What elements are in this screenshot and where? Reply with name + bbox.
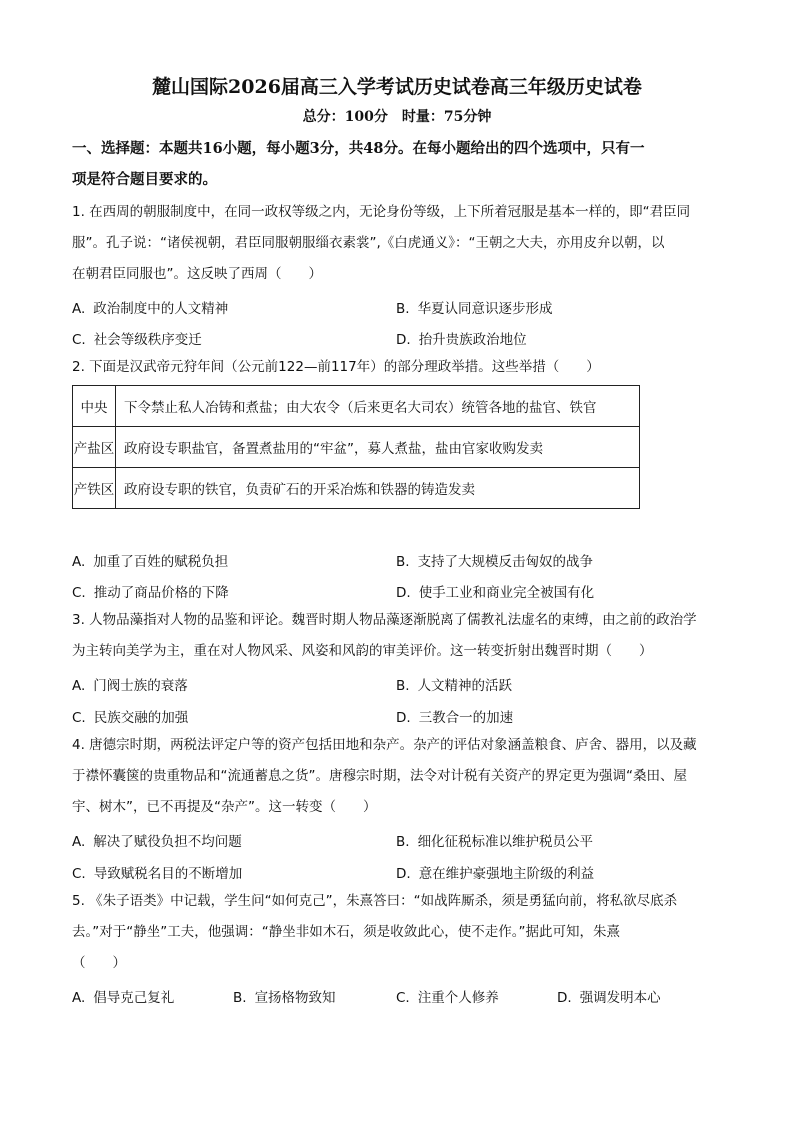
exam-title: 麓山国际2026届高三入学考试历史试卷高三年级历史试卷	[152, 76, 642, 98]
q2-option-b[interactable]	[396, 550, 593, 570]
table-cell-key: 产铁区	[73, 468, 116, 509]
option-text: 门阀士族的衰落	[93, 678, 188, 694]
option-label: D.	[396, 710, 411, 726]
q5-option-b[interactable]	[233, 986, 336, 1006]
option-label: B.	[233, 990, 247, 1006]
q5-option-d[interactable]	[557, 986, 661, 1006]
option-text: 解决了赋役负担不均问题	[93, 834, 242, 850]
table-cell-value: 下令禁止私人冶铸和煮盐；由大农令（后来更名大司农）统管各地的盐官、铁官	[116, 386, 640, 427]
option-text: 政治制度中的人文精神	[93, 301, 229, 317]
q1-option-c[interactable]	[72, 328, 202, 348]
option-label: D.	[396, 866, 411, 882]
table-cell-key: 产盐区	[73, 427, 116, 468]
option-label: A.	[72, 678, 86, 694]
q4-stem-line2: 于襟怀囊箧的贵重物品和“流通蓄息之货”。唐穆宗时期，法令对计税有关资产的界定更为强调“桑田、屋	[72, 768, 687, 784]
option-text: 社会等级秩序变迁	[93, 332, 202, 348]
table-cell-value: 政府设专职盐官，备置煮盐用的“牢盆”，募人煮盐，盐由官家收购发卖	[116, 427, 640, 468]
q3-stem-line2: 为主转向美学为主，重在对人物风采、风姿和风韵的审美评价。这一转变折射出魏晋时期（ ）	[72, 643, 653, 659]
option-text: 支持了大规模反击匈奴的战争	[417, 554, 594, 570]
table-cell-value: 政府设专职的铁官，负责矿石的开采冶炼和铁器的铸造发卖	[116, 468, 640, 509]
q5-option-a[interactable]	[72, 986, 174, 1006]
option-label: D.	[557, 990, 572, 1006]
section-heading-line1: 一、选择题：本题共16小题，每小题3分，共48分。在每小题给出的四个选项中，只有一	[72, 140, 645, 157]
option-text: 细化征税标准以维护税员公平	[417, 834, 594, 850]
option-text: 使手工业和商业完全被国有化	[418, 585, 595, 601]
option-text: 加重了百姓的赋税负担	[93, 554, 229, 570]
q3-stem-line1: 3. 人物品藻指对人物的品鉴和评论。魏晋时期人物品藻逐渐脱离了儒教礼法虚名的束缚，由之前的政治学	[72, 612, 697, 628]
q3-option-b[interactable]	[396, 674, 512, 694]
table-cell-key: 中央	[73, 386, 116, 427]
q4-option-b[interactable]	[396, 830, 593, 850]
q5-stem-line3: （ ）	[72, 955, 126, 971]
q1-stem-line3: 在朝君臣同服也”。这反映了西周（ ）	[72, 266, 322, 282]
q2-option-c[interactable]	[72, 581, 229, 601]
section-heading-line2: 项是符合题目要求的。	[72, 171, 217, 188]
option-label: C.	[72, 866, 86, 882]
q4-stem-line1: 4. 唐德宗时期，两税法评定户等的资产包括田地和杂产。杂产的评估对象涵盖粮食、庐舍、器用，以及藏	[72, 737, 697, 753]
exam-subtitle: 总分：100分 时量：75分钟	[302, 109, 492, 125]
option-text: 倡导克己复礼	[93, 990, 175, 1006]
table-row	[73, 468, 640, 509]
option-text: 强调发明本心	[579, 990, 661, 1006]
q2-stem-line1: 2. 下面是汉武帝元狩年间（公元前122—前117年）的部分理政举措。这些举措（ ）	[72, 359, 600, 375]
option-label: C.	[72, 710, 86, 726]
option-text: 宣扬格物致知	[254, 990, 336, 1006]
q2-policy-table	[72, 385, 640, 509]
q3-option-a[interactable]	[72, 674, 188, 694]
q1-option-b[interactable]	[396, 297, 553, 317]
q3-option-d[interactable]	[396, 706, 513, 726]
option-label: D.	[396, 332, 411, 348]
q1-option-d[interactable]	[396, 328, 527, 348]
option-label: B.	[396, 301, 410, 317]
q4-stem-line3: 宇、树木”，已不再提及“杂产”。这一转变（ ）	[72, 799, 377, 815]
option-label: C.	[396, 990, 410, 1006]
q5-stem-line2: 去。”对于“静坐”工夫，他强调：“静坐非如木石，须是收敛此心，使不走作。”据此可知，朱熹	[72, 924, 620, 940]
option-text: 抬升贵族政治地位	[418, 332, 527, 348]
option-label: A.	[72, 834, 86, 850]
table-row	[73, 427, 640, 468]
option-label: A.	[72, 990, 86, 1006]
option-text: 民族交融的加强	[93, 710, 189, 726]
option-label: B.	[396, 834, 410, 850]
option-label: B.	[396, 554, 410, 570]
q4-option-d[interactable]	[396, 862, 594, 882]
q5-option-c[interactable]	[396, 986, 499, 1006]
option-label: B.	[396, 678, 410, 694]
option-label: A.	[72, 554, 86, 570]
q1-option-a[interactable]	[72, 297, 228, 317]
q4-option-a[interactable]	[72, 830, 242, 850]
q3-option-c[interactable]	[72, 706, 188, 726]
table-row	[73, 386, 640, 427]
q4-option-c[interactable]	[72, 862, 242, 882]
option-text: 注重个人修养	[417, 990, 499, 1006]
option-label: A.	[72, 301, 86, 317]
option-text: 华夏认同意识逐步形成	[417, 301, 553, 317]
option-text: 导致赋税名目的不断增加	[93, 866, 243, 882]
option-label: C.	[72, 585, 86, 601]
option-text: 推动了商品价格的下降	[93, 585, 229, 601]
option-text: 意在维护豪强地主阶级的利益	[418, 866, 595, 882]
q2-option-a[interactable]	[72, 550, 228, 570]
q5-stem-line1: 5. 《朱子语类》中记载，学生问“如何克己”，朱熹答曰：“如战阵厮杀，须是勇猛向前，将私欲尽底杀	[72, 893, 678, 909]
q1-stem-line1: 1. 在西周的朝服制度中，在同一政权等级之内，无论身份等级，上下所着冠服是基本一样的，即“君臣同	[72, 204, 691, 220]
option-label: D.	[396, 585, 411, 601]
option-text: 三教合一的加速	[418, 710, 514, 726]
q2-option-d[interactable]	[396, 581, 594, 601]
option-text: 人文精神的活跃	[417, 678, 513, 694]
q1-stem-line2: 服”。孔子说：“诸侯视朝，君臣同服朝服缁衣素裳”,《白虎通义》：“王朝之大夫，亦用皮弁以朝，以	[72, 235, 665, 251]
option-label: C.	[72, 332, 86, 348]
